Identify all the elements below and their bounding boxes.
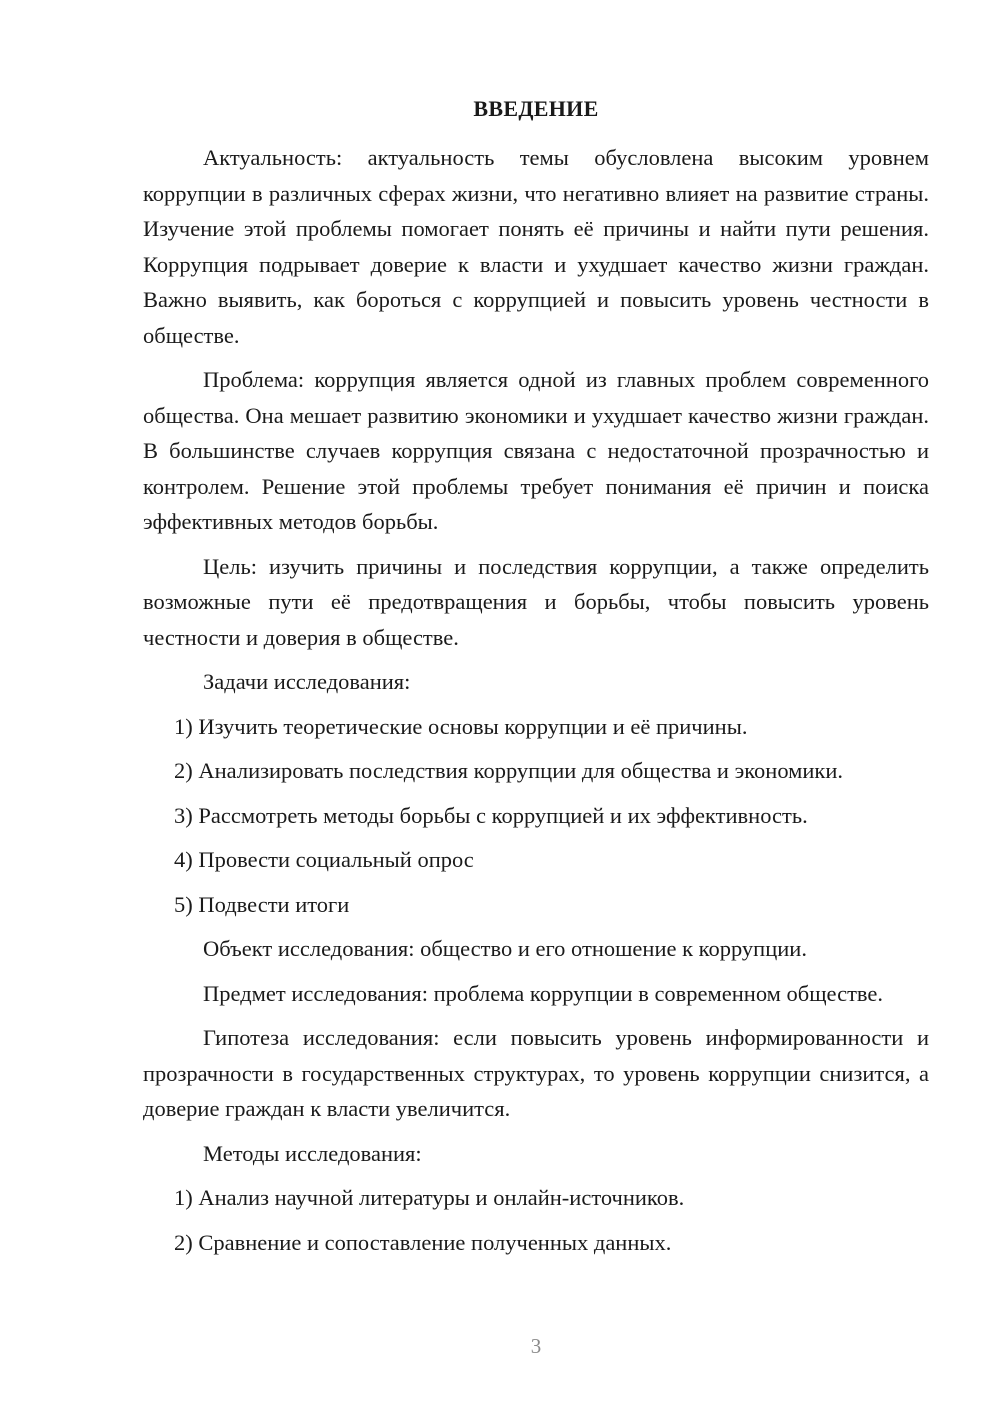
relevance-paragraph: Актуальность: актуальность темы обусловлена высоким уровнем коррупции в различных сферах жизни, что негативно влияет на развитие страны. Изучение этой проблемы помогает понять её причины и найти пути решения. Коррупция подрывает доверие к власти и ухудшает качество жизни граждан. Важно выявить, как бороться с коррупцией и повысить уровень честности в обществе. — [143, 145, 929, 348]
hypothesis-paragraph: Гипотеза исследования: если повысить уровень информированности и прозрачности в государственных структурах, то уровень коррупции снизится, а доверие граждан к власти увеличится. — [143, 1025, 929, 1121]
task-item: 3) Рассмотреть методы борьбы с коррупцией и их эффективность. — [174, 802, 808, 828]
page-title: ВВЕДЕНИЕ — [473, 96, 599, 121]
task-item: 5) Подвести итоги — [174, 891, 350, 917]
document-body — [143, 140, 929, 1269]
methods-heading: Методы исследования: — [203, 1140, 422, 1166]
method-item: 1) Анализ научной литературы и онлайн-источников. — [174, 1185, 685, 1210]
task-item: 2) Анализировать последствия коррупции для общества и экономики. — [174, 758, 844, 783]
task-item: 4) Провести социальный опрос — [174, 847, 474, 872]
tasks-heading: Задачи исследования: — [203, 669, 411, 694]
page-number: 3 — [530, 1334, 542, 1358]
subject-paragraph: Предмет исследования: проблема коррупции в современном обществе. — [203, 980, 884, 1006]
problem-paragraph: Проблема: коррупция является одной из главных проблем современного общества. Она мешает развитию экономики и ухудшает качество жизни граждан. В большинстве случаев коррупция связана с недостаточной прозрачностью и контролем. Решение этой проблемы требует понимания её причин и поиска эффективных методов борьбы. — [143, 367, 929, 534]
goal-paragraph: Цель: изучить причины и последствия коррупции, а также определить возможные пути её предотвращения и борьбы, чтобы повысить уровень честности и доверия в обществе. — [143, 553, 929, 650]
task-item: 1) Изучить теоретические основы коррупции и её причины. — [174, 713, 748, 739]
method-item: 2) Сравнение и сопоставление полученных данных. — [174, 1229, 672, 1255]
object-paragraph: Объект исследования: общество и его отношение к коррупции. — [203, 936, 807, 961]
